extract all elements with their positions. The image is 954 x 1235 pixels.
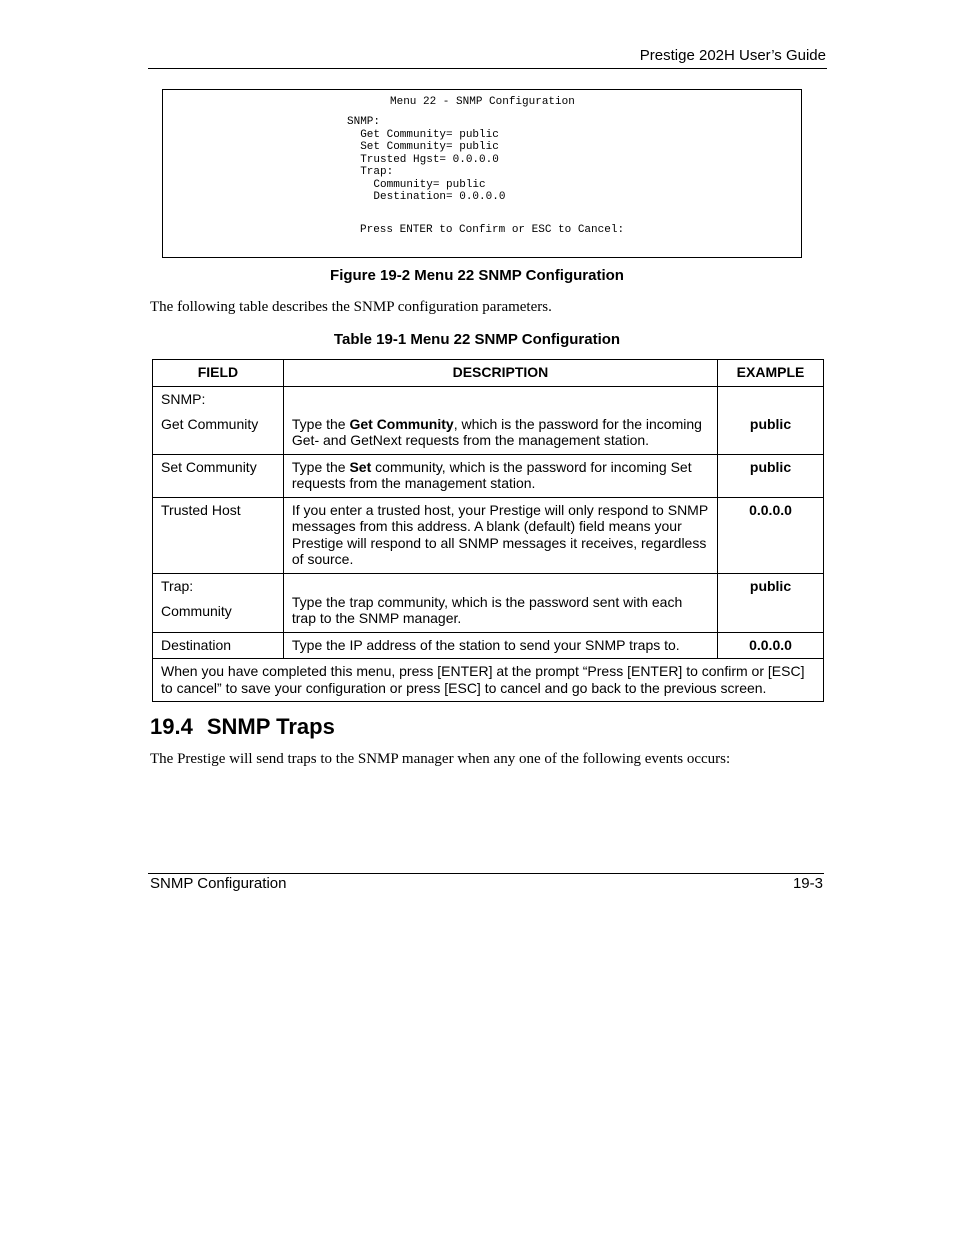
snmp-parameters-table xyxy=(152,359,824,702)
example-cell: public xyxy=(718,454,824,497)
example-cell: 0.0.0.0 xyxy=(718,497,824,573)
description-cell: Type the Set community, which is the password for incoming Set requests from the management station. xyxy=(283,454,717,497)
field-cell xyxy=(153,573,284,632)
description-cell: Type the IP address of the station to send your SNMP traps to. xyxy=(283,632,717,659)
table-header-row xyxy=(153,360,824,387)
screen-prompt: Press ENTER to Confirm or ESC to Cancel: xyxy=(360,224,625,236)
table-footer-row xyxy=(153,659,824,702)
table-row xyxy=(153,454,824,497)
table-row xyxy=(153,497,824,573)
table-footer-note: When you have completed this menu, press [ENTER] at the prompt “Press [ENTER] to confirm or [ESC] to cancel” to save your configuration or press [ESC] to cancel and go back to the previous screen. xyxy=(153,659,824,702)
description-cell: If you enter a trusted host, your Prestige will only respond to SNMP messages from this address. A blank (default) field means your Prestige will respond to all SNMP messages it receives, regardless of source. xyxy=(283,497,717,573)
example-cell: 0.0.0.0 xyxy=(718,632,824,659)
example-cell: public xyxy=(718,573,824,632)
section-number: 19.4 xyxy=(150,714,193,739)
running-header: Prestige 202H User’s Guide xyxy=(639,47,826,64)
field-name: Community xyxy=(161,603,232,619)
screen-line: SNMP: xyxy=(347,116,381,128)
field-group-label: Trap: xyxy=(161,577,194,594)
column-header-example: EXAMPLE xyxy=(718,360,824,387)
field-group-label: SNMP: xyxy=(161,390,206,407)
table-caption: Table 19-1 Menu 22 SNMP Configuration xyxy=(333,331,621,348)
intro-paragraph: The following table describes the SNMP configuration parameters. xyxy=(150,299,552,315)
screen-line: Community= public xyxy=(347,178,486,191)
column-header-field: FIELD xyxy=(153,360,284,387)
section-heading xyxy=(150,714,335,740)
table-row xyxy=(153,632,824,659)
footer-chapter-title: SNMP Configuration xyxy=(150,875,287,892)
field-cell: Trusted Host xyxy=(153,497,284,573)
screen-line: Trap: xyxy=(347,166,394,178)
field-cell: Destination xyxy=(153,632,284,659)
header-rule xyxy=(148,68,827,69)
figure-caption: Figure 19-2 Menu 22 SNMP Configuration xyxy=(330,267,624,284)
footer-rule xyxy=(148,873,824,874)
table-row xyxy=(153,386,824,454)
field-cell: Set Community xyxy=(153,454,284,497)
description-cell: Type the trap community, which is the password sent with each trap to the SNMP manager. xyxy=(283,573,717,632)
screen-line: Set Community= public xyxy=(347,141,499,153)
bold-term: Get Community xyxy=(349,415,454,432)
section-title-text: SNMP Traps xyxy=(206,714,335,739)
section-paragraph: The Prestige will send traps to the SNMP manager when any one of the following events occurs: xyxy=(150,751,731,767)
screen-line: Trusted Hgst= 0.0.0.0 xyxy=(347,153,499,166)
column-header-description: DESCRIPTION xyxy=(283,360,717,387)
field-name: Get Community xyxy=(161,416,259,432)
example-cell: public xyxy=(718,386,824,454)
screen-line: Get Community= public xyxy=(347,128,499,141)
description-cell: Type the Get Community, which is the password for the incoming Get- and GetNext requests from the management station. xyxy=(283,386,717,454)
table-row xyxy=(153,573,824,632)
footer-page-number: 19-3 xyxy=(792,875,823,892)
bold-term: Set xyxy=(349,458,372,475)
screen-title: Menu 22 - SNMP Configuration xyxy=(390,96,575,108)
field-cell xyxy=(153,386,284,454)
snmp-menu-screen xyxy=(162,89,802,258)
screen-line: Destination= 0.0.0.0 xyxy=(347,191,506,203)
